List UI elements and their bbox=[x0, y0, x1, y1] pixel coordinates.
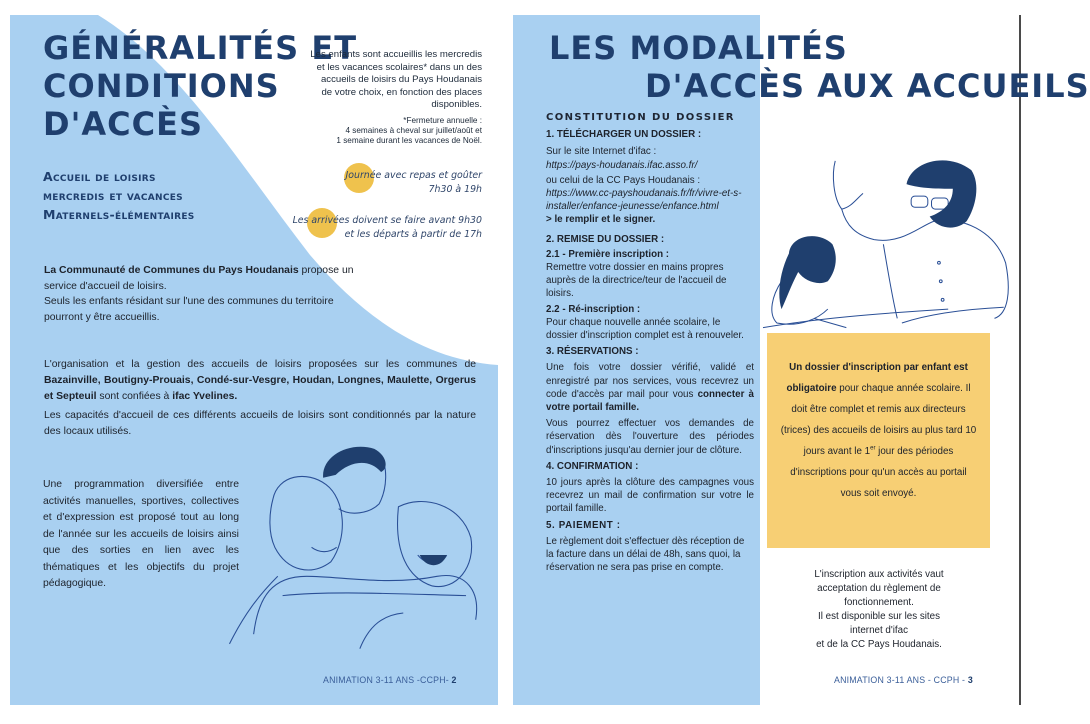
info-text: Les enfants sont accueillis les mercredis et les vacances scolaires* dans un des accueils de loisirs du Pays Houdanais de votre choix, en fonction des places disponibles. bbox=[310, 49, 482, 111]
step-text: ou celui de la CC Pays Houdanais : bbox=[546, 174, 701, 186]
portal-emphasis: connecter à votre portail famille. bbox=[546, 388, 754, 414]
schedule-line: Les arrivées doivent se faire avant 9h30 bbox=[292, 215, 482, 226]
schedule-line: Journée avec repas et goûter bbox=[345, 170, 482, 181]
notice-text: jour des périodes d'inscriptions pour qu'un accès au portail vous soit envoyé. bbox=[790, 446, 967, 499]
step-text: Vous pourrez effectuer vos demandes de réservation dès l'ouverture des périodes d'inscriptions jusqu'au dernier jour de clôture. bbox=[546, 418, 754, 456]
step-heading: 2. REMISE DU DOSSIER : bbox=[546, 233, 665, 245]
note-line: 1 semaine durant les vacances de Noël. bbox=[336, 135, 482, 145]
ccph-site-link[interactable]: https://www.cc-payshoudanais.fr/fr/vivre-et-s-installer/enfance-jeunesse/enfance.html bbox=[546, 188, 742, 213]
step-text: Remettre votre dossier en mains propres auprès de la directrice/teur de l'accueil de loisirs. bbox=[546, 262, 727, 300]
mandatory-dossier-notice bbox=[767, 333, 990, 548]
step-text: 10 jours après la clôture des campagnes vous recevrez un mail de confirmation sur votre le portail famille. bbox=[546, 477, 754, 515]
communes-list: Bazainville, Boutigny-Prouais, Condé-sur-Vesgre, Houdan, Longnes, Maulette, Orgerus et Septeuil bbox=[44, 375, 476, 402]
acceptance-line: L'inscription aux activités vaut bbox=[814, 569, 944, 580]
page-title-left bbox=[43, 29, 358, 143]
footer-text: ANIMATION 3-11 ANS - CCPH - bbox=[834, 675, 968, 685]
step-text: Une fois votre dossier vérifié, validé et enregistré par nos services, vous recevrez un code d'accès par mail pour vous bbox=[546, 362, 754, 400]
ifac-site-link[interactable]: https://pays-houdanais.ifac.asso.fr/ bbox=[546, 159, 698, 171]
note-line: 4 semaines à cheval sur juillet/août et bbox=[345, 125, 482, 135]
step-text: Le règlement doit s'effectuer dès réception de la facture dans un délai de 48h, sans quoi, la réservation ne sera pas prise en compte. bbox=[546, 535, 745, 574]
step-heading: 4. CONFIRMATION : bbox=[546, 460, 639, 472]
ordinal-suffix: er bbox=[870, 445, 876, 452]
schedule-item bbox=[260, 214, 482, 242]
para-text: Une programmation diversifiée entre activités manuelles, sportives, collectives et d'expression est proposé tout au long de l'année sur les accueils de loisirs ainsi que des sorties en lien avec les thématiques et les objectifs du projet pédagogique. bbox=[43, 479, 239, 589]
para-text: Seuls les enfants résidant sur l'une des communes du territoire pourront y être accueillis. bbox=[44, 296, 334, 323]
subtitle-line: Maternels-élémentaires bbox=[43, 207, 195, 222]
subtitle-line: Accueil de loisirs bbox=[43, 169, 156, 184]
programme-paragraph bbox=[43, 477, 239, 593]
step-heading: 5. PAIEMENT : bbox=[546, 519, 621, 531]
organisation-paragraph bbox=[44, 357, 476, 440]
subtitle-line: mercredis et vacances bbox=[43, 188, 183, 203]
teacher-high-five-illustration bbox=[763, 140, 1013, 330]
step-text: Pour chaque nouvelle année scolaire, le dossier d'inscription complet est à renouveler. bbox=[546, 316, 744, 342]
page-title-right bbox=[549, 29, 1090, 105]
notice-emphasis: Un dossier d'inscription par enfant est obligatoire bbox=[786, 362, 968, 394]
notice-text: pour chaque année scolaire. Il doit être complet et remis aux directeurs (trices) des accueils de loisirs au plus tard 10 jours avant le 1 bbox=[780, 383, 977, 457]
acceptance-line: Il est disponible sur les sites bbox=[818, 611, 940, 622]
acceptance-line: acceptation du règlement de bbox=[817, 583, 941, 594]
para-text: sont confiées à bbox=[96, 391, 173, 402]
acceptance-line: et de la CC Pays Houdanais. bbox=[816, 639, 942, 650]
substep-heading: 2.1 - Première inscription : bbox=[546, 248, 670, 260]
step-text: Sur le site Internet d'ifac : bbox=[546, 146, 657, 158]
intro-paragraph bbox=[44, 263, 374, 325]
schedule-item bbox=[260, 169, 482, 197]
page-number: 3 bbox=[967, 675, 973, 685]
info-block bbox=[310, 49, 482, 145]
substep-heading: 2.2 - Ré-inscription : bbox=[546, 303, 641, 315]
ccph-name: La Communauté de Communes du Pays Houdanais bbox=[44, 265, 299, 276]
title-line: D'ACCÈS bbox=[43, 105, 203, 143]
para-text: Les capacités d'accueil de ces différents accueils de loisirs sont conditionnés par la nature des locaux utilisés. bbox=[44, 410, 476, 437]
left-page bbox=[10, 15, 498, 705]
page-footer-left bbox=[323, 675, 457, 685]
step-action: > le remplir et le signer. bbox=[546, 214, 656, 226]
title-line: D'ACCÈS AUX ACCUEILS bbox=[645, 67, 1090, 105]
page-number: 2 bbox=[451, 675, 457, 685]
subtitle-left bbox=[43, 167, 195, 224]
section-heading: CONSTITUTION DU DOSSIER bbox=[546, 112, 735, 123]
rules-acceptance-note bbox=[763, 568, 995, 652]
annual-closure-note bbox=[310, 116, 482, 145]
organisation-name: ifac Yvelines. bbox=[172, 391, 238, 402]
right-page bbox=[513, 15, 1090, 705]
note-line: *Fermeture annuelle : bbox=[403, 115, 482, 125]
footer-text: ANIMATION 3-11 ANS -CCPH- bbox=[323, 675, 452, 685]
acceptance-line: internet d'ifac bbox=[850, 625, 908, 636]
page-footer-right bbox=[834, 675, 973, 685]
schedule-line: et les départs à partir de 17h bbox=[344, 229, 482, 240]
title-line: GÉNÉRALITÉS ET bbox=[43, 29, 358, 67]
para-text: propose un service d'accueil de loisirs. bbox=[44, 265, 354, 292]
step-heading: 1. TÉLÉCHARGER UN DOSSIER : bbox=[546, 129, 702, 141]
step-heading: 3. RÉSERVATIONS : bbox=[546, 346, 639, 358]
title-line: CONDITIONS bbox=[43, 67, 280, 105]
dossier-steps bbox=[546, 111, 754, 575]
acceptance-line: fonctionnement. bbox=[844, 597, 914, 608]
title-line: LES MODALITÉS bbox=[549, 29, 848, 67]
para-text: L'organisation et la gestion des accueils de loisirs proposées sur les communes de bbox=[44, 359, 476, 370]
schedule-line: 7h30 à 19h bbox=[428, 184, 482, 195]
children-hug-illustration bbox=[215, 430, 495, 655]
